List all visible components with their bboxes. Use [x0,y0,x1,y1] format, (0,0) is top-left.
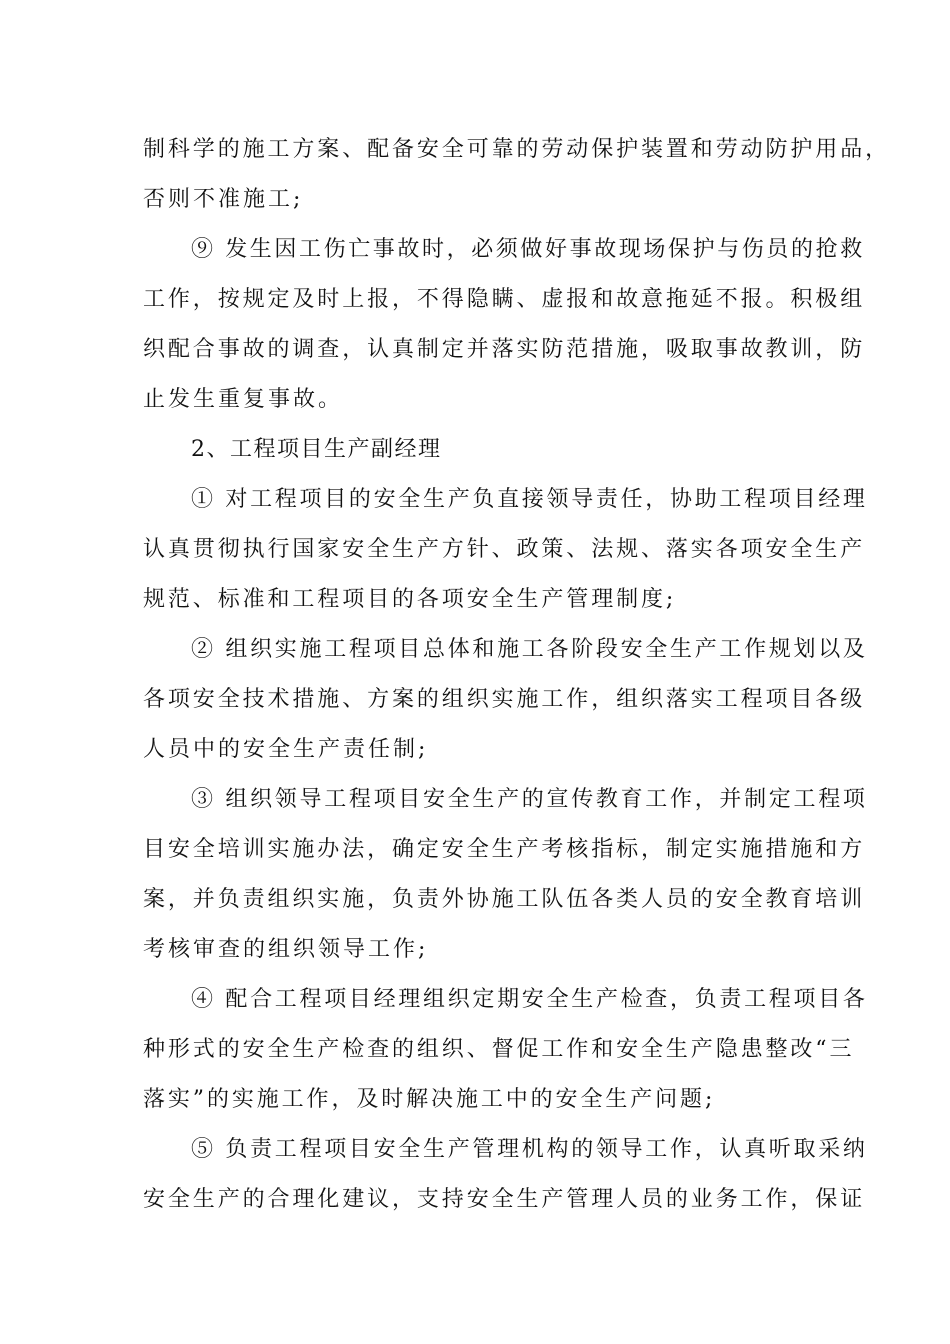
line-text: 种形式的安全生产检查的组织、督促工作和安全生产隐患整改“三 [143,1037,855,1062]
text-line [0,583,950,617]
paragraph-start-line [0,783,950,817]
text-line [0,733,950,767]
line-text: 规范、标准和工程项目的各项安全生产管理制度; [143,587,677,612]
line-text: 认真贯彻执行国家安全生产方针、政策、法规、落实各项安全生产 [143,537,866,562]
line-text: 止发生重复事故。 [143,387,344,412]
text-line [0,383,950,417]
paragraph-start-line [0,633,950,667]
text-line [0,833,950,867]
text-line [0,1033,950,1067]
line-text: 制科学的施工方案、配备安全可靠的劳动保护装置和劳动防护用品， [143,137,891,162]
line-text: ⑤ 负责工程项目安全生产管理机构的领导工作，认真听取采纳 [191,1137,868,1162]
text-line [0,283,950,317]
line-text: 否则不准施工; [143,187,304,212]
section-heading [0,433,950,467]
text-line [0,183,950,217]
line-text: 案，并负责组织实施，负责外协施工队伍各类人员的安全教育培训 [143,887,866,912]
text-line [0,1083,950,1117]
line-text: 目安全培训实施办法，确定安全生产考核指标，制定实施措施和方 [143,837,866,862]
line-text: 各项安全技术措施、方案的组织实施工作，组织落实工程项目各级 [143,687,866,712]
line-text: ④ 配合工程项目经理组织定期安全生产检查，负责工程项目各 [191,987,868,1012]
line-text: 人员中的安全生产责任制; [143,737,429,762]
line-text: ② 组织实施工程项目总体和施工各阶段安全生产工作规划以及 [191,637,868,662]
text-line [0,883,950,917]
line-text: 织配合事故的调查，认真制定并落实防范措施，吸取事故教训，防 [143,337,866,362]
line-text: 考核审查的组织领导工作; [143,937,429,962]
text-line [0,133,950,167]
line-text: 落实”的实施工作，及时解决施工中的安全生产问题; [143,1087,716,1112]
text-line [0,333,950,367]
text-line [0,933,950,967]
paragraph-start-line [0,1133,950,1167]
text-line [0,1183,950,1217]
paragraph-start-line [0,983,950,1017]
heading-text: 2、工程项目生产副经理 [191,437,442,462]
text-line [0,533,950,567]
line-text: 工作，按规定及时上报，不得隐瞒、虚报和故意拖延不报。积极组 [143,287,866,312]
line-text: ⑨ 发生因工伤亡事故时，必须做好事故现场保护与伤员的抢救 [191,237,865,262]
line-text: ③ 组织领导工程项目安全生产的宣传教育工作，并制定工程项 [191,787,868,812]
paragraph-start-line [0,233,950,267]
line-text: 安全生产的合理化建议，支持安全生产管理人员的业务工作，保证 [143,1187,866,1212]
paragraph-start-line [0,483,950,517]
line-text: ① 对工程项目的安全生产负直接领导责任，协助工程项目经理 [191,487,868,512]
text-line [0,683,950,717]
